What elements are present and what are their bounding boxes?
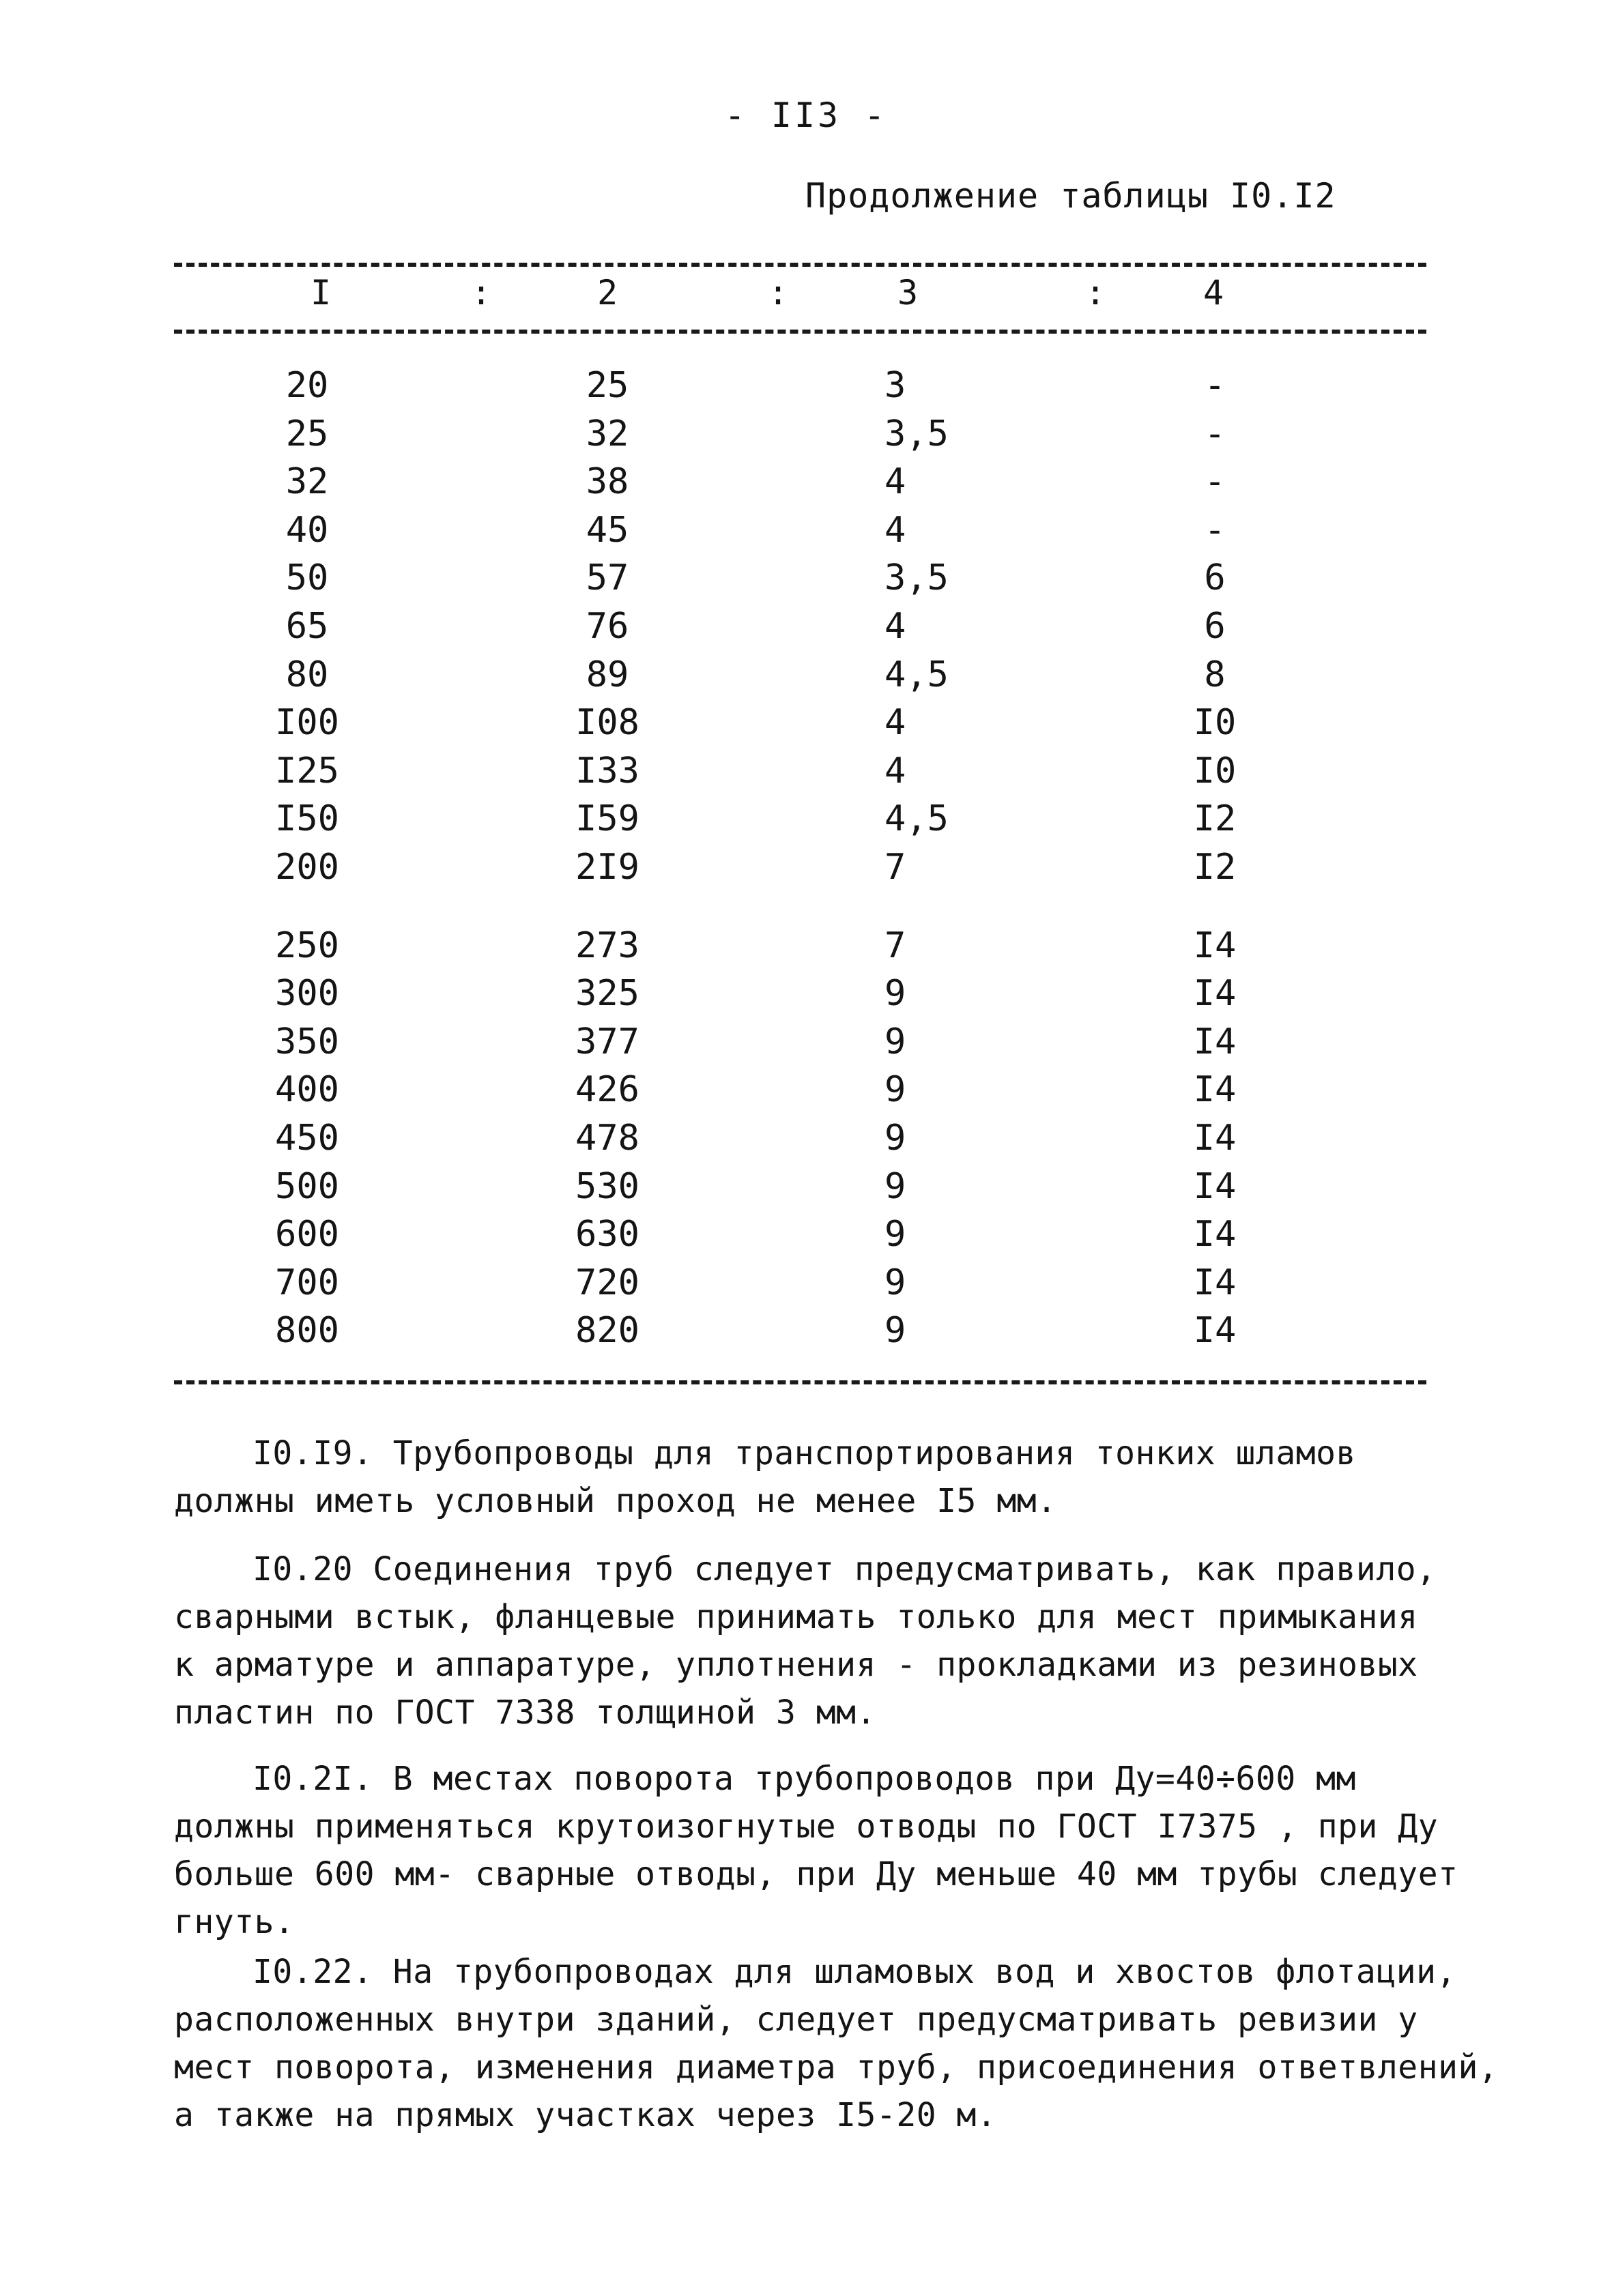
table-cell-col3: 9: [884, 1118, 906, 1159]
table-cell-col4: 6: [1204, 557, 1226, 599]
paragraph-line: гнуть.: [174, 1903, 295, 1941]
table-cell-col3: 3: [884, 365, 906, 406]
table-cell-col2: 273: [575, 925, 639, 966]
table-cell-col3: 4,5: [884, 654, 949, 695]
table-cell-col1: 350: [275, 1021, 339, 1062]
table-row: [0, 1262, 1612, 1310]
paragraph-line: I0.22. На трубопроводах для шламовых вод и хвостов флотации,: [253, 1953, 1456, 1991]
table-row: [0, 925, 1612, 973]
table-row: [0, 1118, 1612, 1165]
table-cell-col1: 200: [275, 847, 339, 888]
table-cell-col3: 9: [884, 1069, 906, 1111]
table-cell-col2: I59: [575, 798, 639, 840]
paragraph-line: а также на прямых участках через I5-20 м.: [174, 2096, 997, 2134]
column-header-3: 3: [897, 273, 919, 313]
table-row: [0, 510, 1612, 557]
table-cell-col1: 700: [275, 1262, 339, 1303]
table-cell-col2: 45: [586, 509, 629, 551]
table-cell-col2: 2I9: [575, 847, 639, 888]
column-header-1: I: [310, 273, 332, 313]
table-cell-col3: 4,5: [884, 798, 949, 840]
column-header-2: 2: [596, 273, 618, 313]
table-cell-col3: 9: [884, 1021, 906, 1062]
table-cell-col4: I4: [1193, 973, 1237, 1015]
table-cell-col1: I50: [275, 798, 339, 840]
table-row: [0, 973, 1612, 1021]
table-cell-col3: 9: [884, 1214, 906, 1255]
paragraph-line: должны иметь условный проход не менее I5 мм.: [174, 1482, 1057, 1520]
table-cell-col1: 400: [275, 1069, 339, 1111]
paragraph-line: I0.2I. В местах поворота трубопроводов при Ду=40÷600 мм: [253, 1760, 1356, 1798]
paragraph-10-19: [174, 1429, 1491, 1525]
table-cell-col2: 325: [575, 973, 639, 1015]
paragraph-line: мест поворота, изменения диаметра труб, присоединения ответвлений,: [174, 2048, 1499, 2087]
table-header-rule: [174, 330, 1426, 334]
table-row: [0, 798, 1612, 846]
table-cell-col2: 377: [575, 1021, 639, 1062]
table-row: [0, 606, 1612, 654]
table-cell-col4: I4: [1193, 1165, 1237, 1207]
table-row: [0, 413, 1612, 461]
table-cell-col4: I4: [1193, 1118, 1237, 1159]
table-cell-col4: -: [1204, 365, 1226, 406]
table-cell-col1: 25: [285, 413, 329, 454]
table-cell-col3: 4: [884, 509, 906, 551]
table-cell-col3: 7: [884, 847, 906, 888]
table-cell-col2: 820: [575, 1310, 639, 1352]
paragraph-10-20: [174, 1545, 1491, 1736]
table-cell-col3: 9: [884, 1165, 906, 1207]
table-row: [0, 654, 1612, 702]
paragraph-line: больше 600 мм- сварные отводы, при Ду меньше 40 мм трубы следует: [174, 1855, 1458, 1893]
paragraph-10-22: [174, 1948, 1499, 2139]
table-row: [0, 847, 1612, 895]
table-cell-col3: 9: [884, 1310, 906, 1352]
table-cell-col4: I4: [1193, 1021, 1237, 1062]
table-row: [0, 1310, 1612, 1358]
table-cell-col3: 4: [884, 702, 906, 744]
table-cell-col4: I4: [1193, 925, 1237, 966]
table-cell-col2: I08: [575, 702, 639, 744]
table-cell-col4: 8: [1204, 654, 1226, 695]
paragraph-line: должны применяться крутоизогнутые отводы по ГОСТ I7375 , при Ду: [174, 1807, 1439, 1846]
paragraph-line: I0.I9. Трубопроводы для транспортирования тонких шламов: [253, 1434, 1356, 1472]
table-header-row: [0, 273, 1612, 314]
table-cell-col4: I2: [1193, 798, 1237, 840]
column-separator: :: [768, 273, 789, 313]
table-cell-col1: 300: [275, 973, 339, 1015]
column-separator: :: [471, 273, 492, 313]
table-cell-col2: 76: [586, 606, 629, 647]
table-cell-col1: 800: [275, 1310, 339, 1352]
table-row: [0, 461, 1612, 509]
table-cell-col4: 6: [1204, 606, 1226, 647]
table-cell-col4: I0: [1193, 702, 1237, 744]
table-cell-col2: 426: [575, 1069, 639, 1111]
table-cell-col3: 4: [884, 606, 906, 647]
table-row: [0, 1166, 1612, 1214]
table-cell-col3: 9: [884, 1262, 906, 1303]
table-cell-col3: 9: [884, 973, 906, 1015]
paragraph-line: к арматуре и аппаратуре, уплотнения - прокладками из резиновых: [174, 1646, 1418, 1684]
table-cell-col3: 3,5: [884, 557, 949, 599]
table-cell-col3: 7: [884, 925, 906, 966]
paragraph-10-21: [174, 1755, 1491, 1946]
table-cell-col2: 478: [575, 1118, 639, 1159]
table-cell-col1: 20: [285, 365, 329, 406]
table-cell-col1: 50: [285, 557, 329, 599]
paragraph-line: I0.20 Соединения труб следует предусматривать, как правило,: [253, 1550, 1437, 1588]
table-cell-col2: 89: [586, 654, 629, 695]
table-cell-col2: 57: [586, 557, 629, 599]
table-cell-col2: 630: [575, 1214, 639, 1255]
table-top-rule: [174, 263, 1426, 267]
table-bottom-rule: [174, 1380, 1426, 1384]
column-separator: :: [1085, 273, 1106, 313]
table-cell-col4: I4: [1193, 1069, 1237, 1111]
page-number: - II3 -: [724, 96, 888, 135]
table-row: [0, 702, 1612, 750]
table-cell-col2: 530: [575, 1165, 639, 1207]
table-row: [0, 751, 1612, 798]
table-cell-col4: I4: [1193, 1214, 1237, 1255]
table-cell-col2: 32: [586, 413, 629, 454]
table-row: [0, 557, 1612, 605]
table-cell-col4: I4: [1193, 1310, 1237, 1352]
table-cell-col3: 3,5: [884, 413, 949, 454]
table-row: [0, 365, 1612, 413]
table-cell-col1: 500: [275, 1165, 339, 1207]
column-header-4: 4: [1203, 273, 1224, 313]
table-cell-col2: 25: [586, 365, 629, 406]
table-cell-col3: 4: [884, 750, 906, 791]
table-caption: Продолжение таблицы I0.I2: [805, 176, 1336, 216]
table-cell-col4: -: [1204, 413, 1226, 454]
table-cell-col4: -: [1204, 509, 1226, 551]
table-cell-col1: 450: [275, 1118, 339, 1159]
table-cell-col2: 38: [586, 461, 629, 503]
table-row: [0, 1069, 1612, 1117]
table-cell-col3: 4: [884, 461, 906, 503]
paragraph-line: пластин по ГОСТ 7338 толщиной 3 мм.: [174, 1694, 876, 1732]
table-cell-col4: I4: [1193, 1262, 1237, 1303]
table-cell-col4: I0: [1193, 750, 1237, 791]
paragraph-line: расположенных внутри зданий, следует предусматривать ревизии у: [174, 2001, 1418, 2039]
table-row: [0, 1214, 1612, 1262]
table-row: [0, 1021, 1612, 1069]
table-cell-col1: 32: [285, 461, 329, 503]
table-cell-col1: 65: [285, 606, 329, 647]
table-cell-col1: I25: [275, 750, 339, 791]
table-cell-col2: I33: [575, 750, 639, 791]
table-cell-col4: I2: [1193, 847, 1237, 888]
table-cell-col1: 600: [275, 1214, 339, 1255]
table-cell-col4: -: [1204, 461, 1226, 503]
table-cell-col1: 80: [285, 654, 329, 695]
table-cell-col1: 250: [275, 925, 339, 966]
paragraph-line: сварными встык, фланцевые принимать только для мест примыкания: [174, 1598, 1418, 1636]
table-cell-col1: 40: [285, 509, 329, 551]
table-cell-col1: I00: [275, 702, 339, 744]
table-cell-col2: 720: [575, 1262, 639, 1303]
